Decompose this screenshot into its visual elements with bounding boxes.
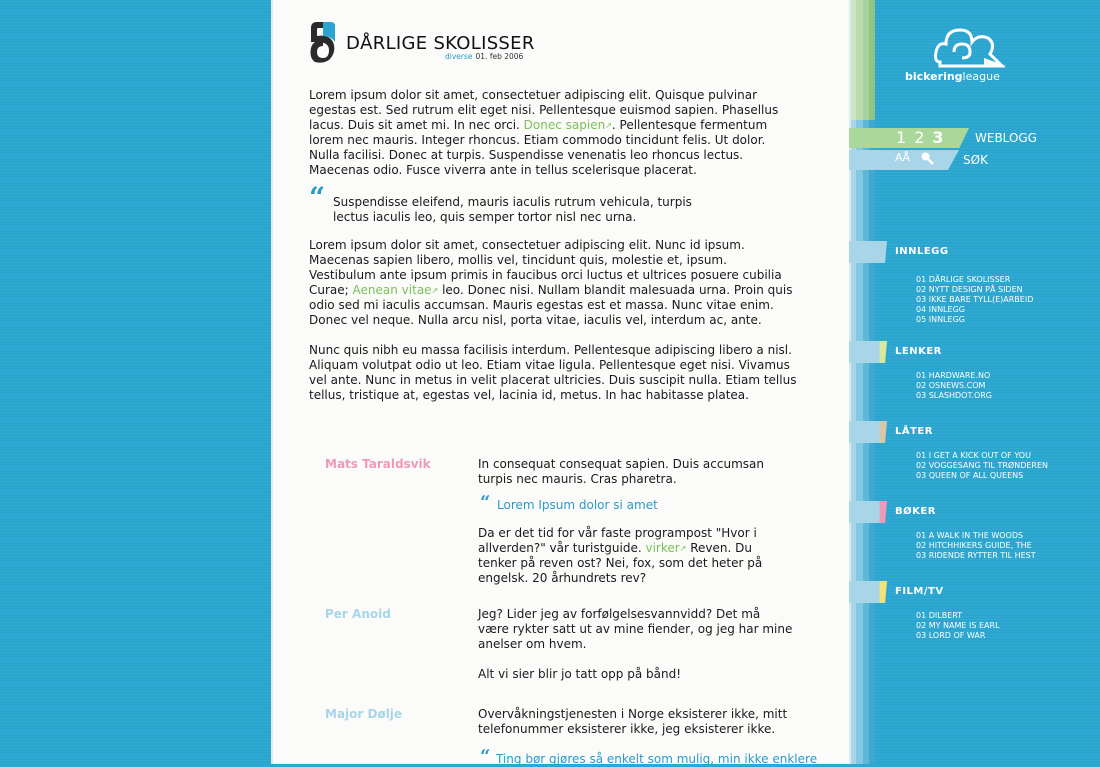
comment-text: Jeg? Lider jeg av forfølgelsesvannvidd? Det må være rykter satt ut av mine fiender, og jeg har mine anelser om hvem. Alt vi sier blir jo tatt opp på bånd!	[478, 607, 793, 681]
list-item[interactable]: 02 VOGGESANG TIL TRØNDEREN	[916, 461, 1049, 470]
section-list	[916, 611, 1000, 641]
text-size-toggle[interactable]: AÅ	[895, 151, 911, 164]
list-item[interactable]: 02 MY NAME IS EARL	[916, 621, 1000, 630]
comment-quote: Lorem Ipsum dolor si amet	[497, 498, 658, 512]
external-link-icon: ↗	[431, 286, 439, 295]
inline-link[interactable]: Donec sapien	[523, 118, 606, 132]
section-boker: BØKER	[895, 506, 936, 517]
page-numbers	[896, 128, 952, 147]
list-item[interactable]: 03 LORD OF WAR	[916, 631, 986, 640]
comment-text: Overvåkningstjenesten i Norge eksisterer ikke, mitt telefonummer eksisterer ikke, jeg eksisterer ikke.	[478, 707, 788, 736]
list-item[interactable]: 02 NYTT DESIGN PÅ SIDEN	[916, 285, 1023, 294]
section-list	[916, 531, 1036, 561]
post-meta	[445, 52, 523, 61]
brand-name[interactable]: bickeringleague	[905, 70, 1000, 83]
comment-author[interactable]: Per Anoid	[325, 607, 391, 621]
inline-link[interactable]: Aenean vitae	[352, 283, 432, 297]
section-tab	[849, 421, 887, 443]
section-film-tv: FILM/TV	[895, 586, 944, 597]
section-lenker: LENKER	[895, 346, 942, 357]
comment-text: In consequat consequat sapien. Duis accumsan turpis nec mauris. Cras pharetra.	[478, 457, 764, 486]
section-tab	[849, 581, 887, 603]
list-item[interactable]: 02 OSNEWS.COM	[916, 381, 986, 390]
comment-author[interactable]: Mats Taraldsvik	[325, 457, 431, 471]
search-icon[interactable]	[920, 151, 934, 165]
pull-quote: Suspendisse eleifend, mauris iaculis rutrum vehicula, turpis lectus iaculis leo, quis semper tortor nisl nec urna.	[333, 195, 692, 224]
list-item[interactable]: 01 I GET A KICK OUT OF YOU	[916, 451, 1031, 460]
list-item[interactable]: 01 A WALK IN THE WOODS	[916, 531, 1024, 540]
list-item[interactable]: 01 HARDWARE.NO	[916, 371, 991, 380]
category-link[interactable]: diverse	[445, 52, 473, 61]
site-logo-icon[interactable]	[309, 22, 337, 64]
external-link-icon: ↗	[605, 121, 612, 130]
list-item[interactable]: 03 QUEEN OF ALL QUEENS	[916, 471, 1024, 480]
paragraph: Lorem ipsum dolor sit amet, consectetuer adipiscing elit. Nunc id ipsum. Maecenas sapien libero, mollis vel, tincidunt quis, molestie et, ipsum. Vestibulum ante ipsum primis in faucibus orci luctus et ultrices posuere cubilia Curae; Aenean vitae↗ leo. Donec nisi. Nullam blandit malesuada urna. Proin quis odio sed mi iaculis accumsan. Mauris egestas est et massa. Nunc vitae enim. Donec vel neque. Nulla arcu nisl, porta vitae, iaculis vel, interdum ac, ante.	[309, 238, 793, 327]
section-later: LÅTER	[895, 426, 933, 437]
nav-search[interactable]: SØK	[963, 153, 988, 167]
list-item[interactable]: 02 HITCHHIKERS GUIDE, THE	[916, 541, 1032, 550]
section-tab	[849, 501, 887, 523]
comment-author[interactable]: Major Dølje	[325, 707, 403, 721]
post-date: 01. feb 2006	[475, 52, 524, 61]
list-item[interactable]: 03 IKKE BARE TYLL(E)ARBEID	[916, 295, 1034, 304]
list-item[interactable]: 03 RIDENDE RYTTER TIL HEST	[916, 551, 1036, 560]
page-title: DÅRLIGE SKOLISSER	[346, 33, 535, 54]
section-list	[916, 275, 1033, 325]
list-item[interactable]: 04 INNLEGG	[916, 305, 965, 314]
section-innlegg: INNLEGG	[895, 246, 949, 257]
comment-text: Da er det tid for vår faste programpost "Hvor i allverden?" vår turistguide. virker↗ Reven. Du tenker på reven ost? Nei, fox, som det heter på engelsk. 20 århundrets rev?	[478, 526, 763, 585]
section-tab	[849, 241, 887, 263]
page-link-3[interactable]: 3	[932, 128, 952, 147]
comment-quote: Ting bør gjøres så enkelt som mulig, min ikke enklere	[496, 752, 818, 766]
nav-weblogg[interactable]: WEBLOGG	[975, 131, 1037, 145]
section-list	[916, 451, 1048, 481]
quote-icon: “	[480, 492, 491, 513]
external-link-icon: ↗	[679, 544, 687, 553]
page-link-1[interactable]: 1	[896, 128, 915, 147]
list-item[interactable]: 05 INNLEGG	[916, 315, 965, 324]
section-list	[916, 371, 992, 401]
brand-logo-icon[interactable]	[932, 22, 1012, 70]
paragraph: Lorem ipsum dolor sit amet, consectetuer adipiscing elit. Quisque pulvinar egestas est. Sed rutrum elit eget nisi. Pellentesque euismod sapien. Phasellus lacus. Duis sit amet mi. In nec orci. Donec sapien↗. Pellentesque fermentum lorem nec mauris. Integer rhoncus. Etiam commodo tincidunt felis. Ut dolor. Nulla facilisi. Donec at turpis. Suspendisse venenatis leo rhoncus lectus. Maecenas odio. Fusce viverra ante in tellus scelerisque placerat.	[309, 88, 779, 177]
paragraph: Nunc quis nibh eu massa facilisis interdum. Pellentesque adipiscing libero a nisl. Aliquam volutpat odio ut leo. Etiam vitae ligula. Pellentesque eget nisi. Vivamus vel ante. Nunc in metus in velit placerat ultricies. Duis suscipit nulla. Etiam tellus tellus, tristique at, egestas vel, lacinia id, metus. In hac habitasse platea.	[309, 343, 797, 402]
list-item[interactable]: 03 SLASHDOT.ORG	[916, 391, 992, 400]
section-tab	[849, 341, 887, 363]
list-item[interactable]: 01 DILBERT	[916, 611, 963, 620]
list-item[interactable]: 01 DÅRLIGE SKOLISSER	[916, 275, 1011, 284]
quote-icon: “	[309, 181, 326, 214]
inline-link[interactable]: virker	[645, 541, 680, 555]
quote-icon: “	[480, 746, 491, 767]
page-link-2[interactable]: 2	[914, 128, 933, 147]
